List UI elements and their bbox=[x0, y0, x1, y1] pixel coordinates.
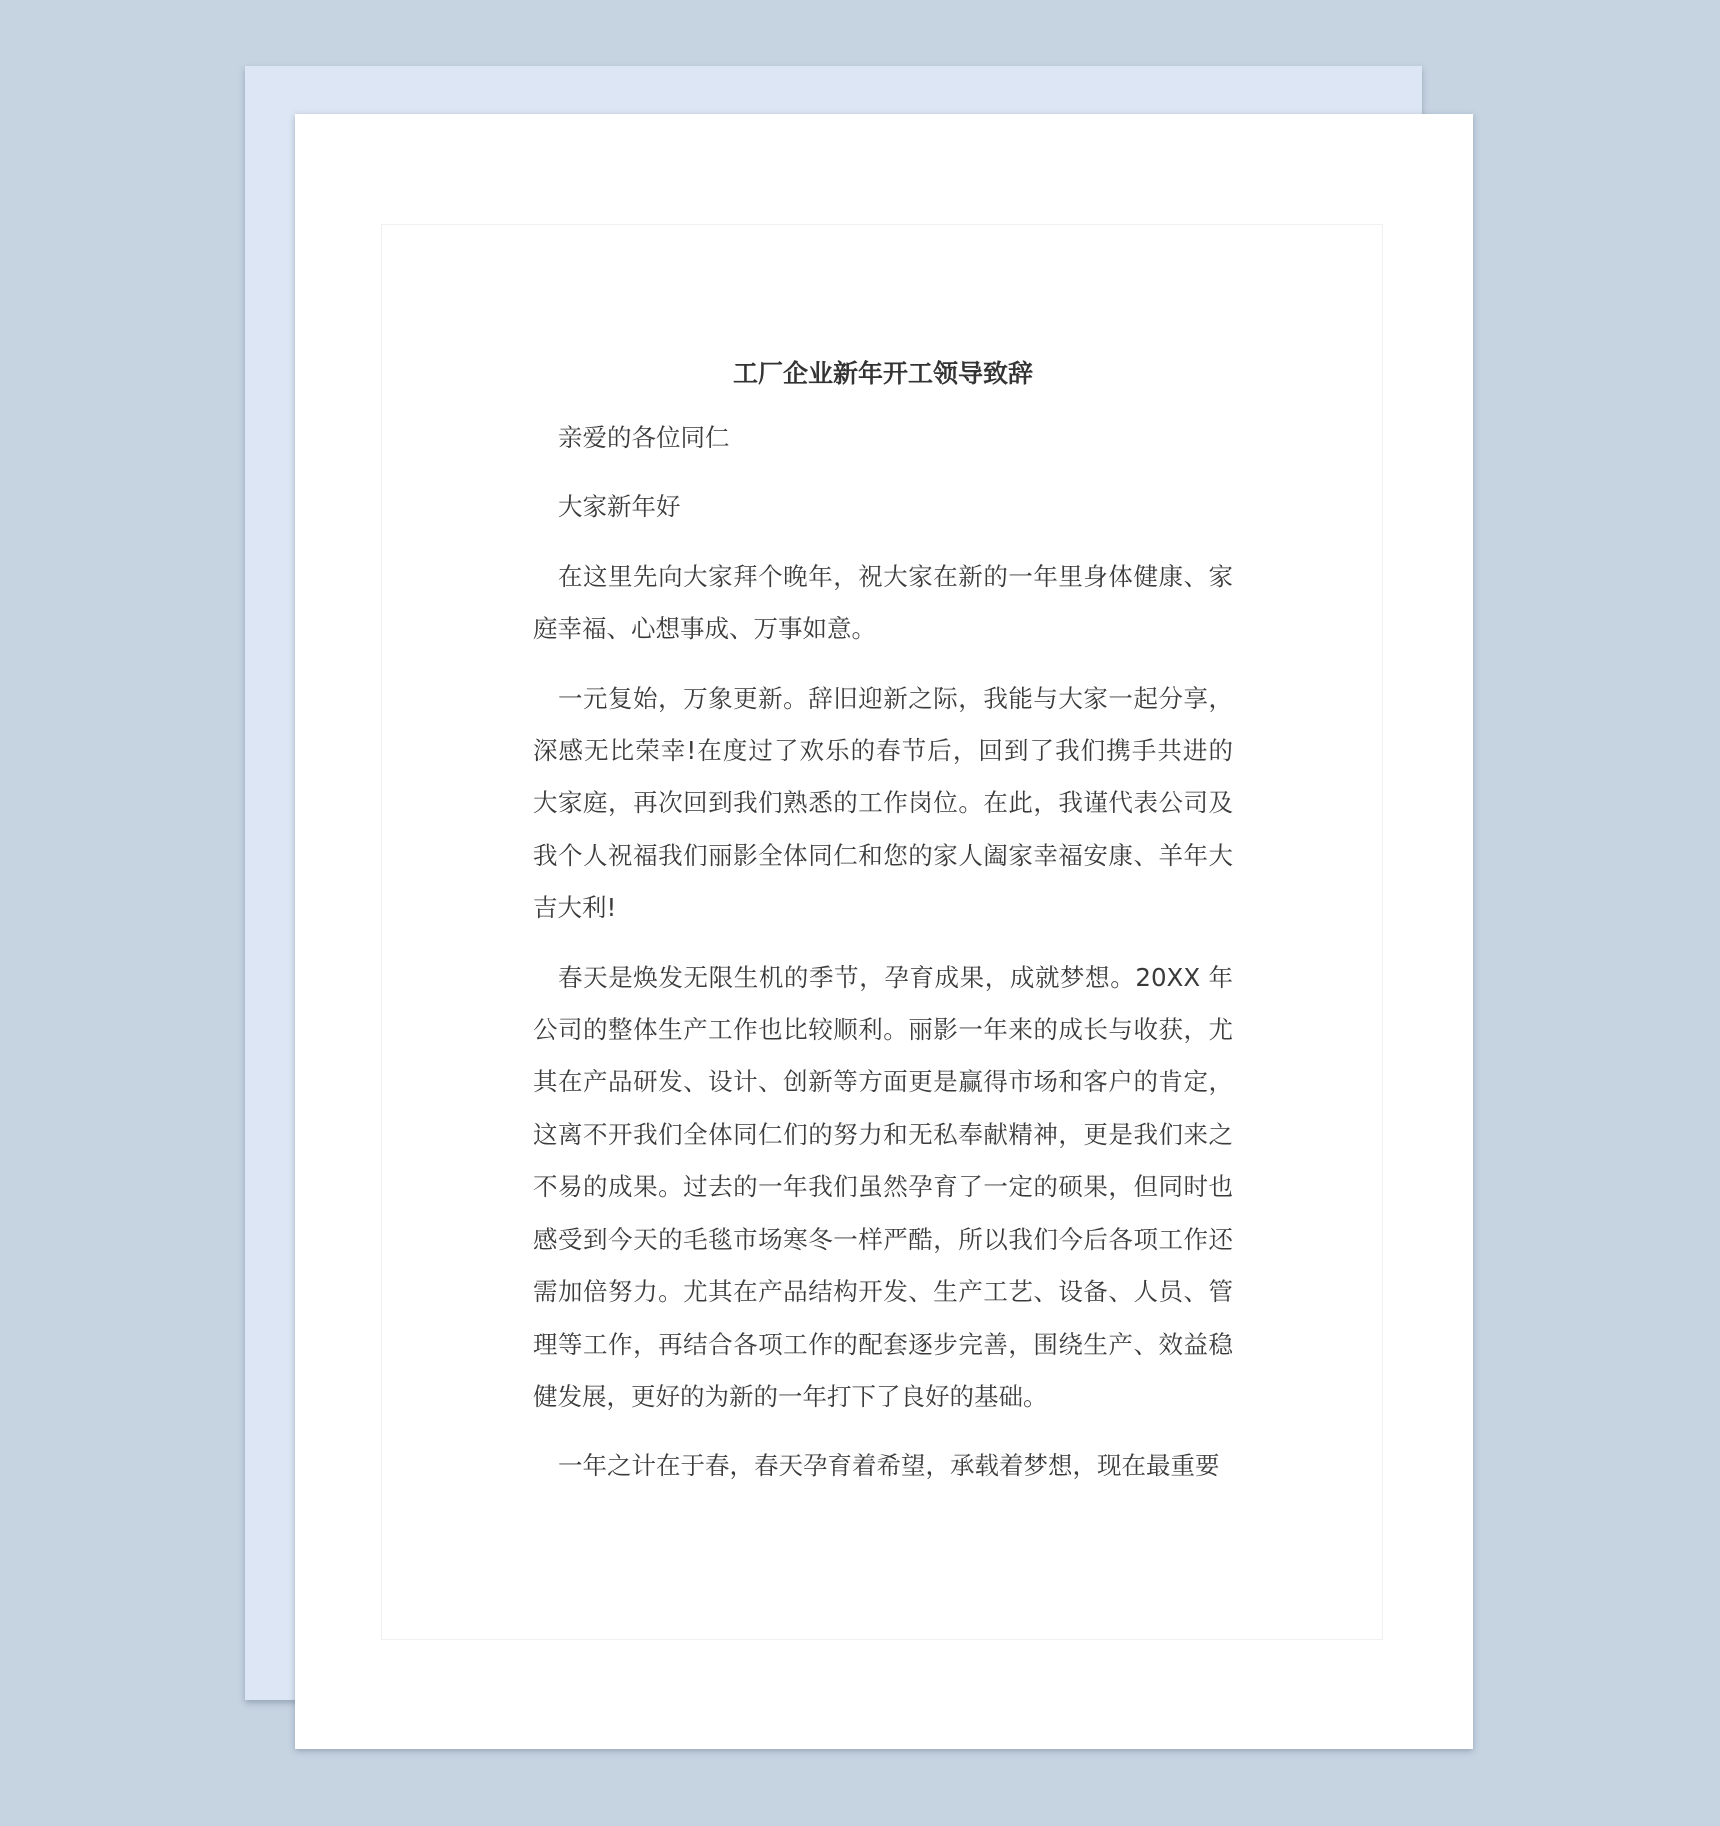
text-line: 不易的成果。过去的一年我们虽然孕育了一定的硕果，但同时也 bbox=[533, 1172, 1233, 1202]
text-line: 公司的整体生产工作也比较顺利。丽影一年来的成长与收获，尤 bbox=[533, 1015, 1233, 1045]
text-line: 理等工作，再结合各项工作的配套逐步完善，围绕生产、效益稳 bbox=[533, 1329, 1233, 1359]
text-line: 一年之计在于春，春天孕育着希望，承载着梦想，现在最重要 bbox=[558, 1451, 1220, 1481]
text-line: 吉大利! bbox=[533, 893, 617, 923]
document-body bbox=[533, 354, 1233, 1493]
text-line: 这离不开我们全体同仁们的努力和无私奉献精神，更是我们来之 bbox=[533, 1119, 1233, 1149]
paragraph bbox=[533, 673, 1233, 935]
paragraph bbox=[533, 551, 1233, 656]
document-title: 工厂企业新年开工领导致辞 bbox=[732, 359, 1033, 388]
text-line: 一元复始，万象更新。辞旧迎新之际，我能与大家一起分享， bbox=[558, 683, 1233, 713]
text-line: 在这里先向大家拜个晚年，祝大家在新的一年里身体健康、家 bbox=[558, 561, 1233, 591]
paragraph bbox=[533, 481, 1233, 533]
document-page bbox=[295, 114, 1473, 1749]
paragraph bbox=[533, 1440, 1233, 1492]
paragraph bbox=[533, 412, 1233, 464]
text-line: 亲爱的各位同仁 bbox=[558, 423, 730, 452]
text-line: 大家庭，再次回到我们熟悉的工作岗位。在此，我谨代表公司及 bbox=[533, 788, 1233, 818]
paragraph bbox=[533, 952, 1233, 1424]
text-line: 需加倍努力。尤其在产品结构开发、生产工艺、设备、人员、管 bbox=[533, 1277, 1233, 1307]
text-line: 深感无比荣幸!在度过了欢乐的春节后，回到了我们携手共进的 bbox=[533, 736, 1233, 766]
text-line: 我个人祝福我们丽影全体同仁和您的家人阖家幸福安康、羊年大 bbox=[533, 840, 1233, 870]
text-line: 大家新年好 bbox=[558, 492, 681, 522]
text-line: 健发展，更好的为新的一年打下了良好的基础。 bbox=[533, 1381, 1048, 1411]
text-line: 感受到今天的毛毯市场寒冬一样严酷，所以我们今后各项工作还 bbox=[533, 1224, 1233, 1254]
text-line: 其在产品研发、设计、创新等方面更是赢得市场和客户的肯定， bbox=[533, 1067, 1233, 1097]
text-line: 庭幸福、心想事成、万事如意。 bbox=[533, 614, 876, 644]
paragraph-list bbox=[533, 412, 1233, 1493]
text-line: 春天是焕发无限生机的季节，孕育成果，成就梦想。20XX 年 bbox=[558, 962, 1233, 992]
